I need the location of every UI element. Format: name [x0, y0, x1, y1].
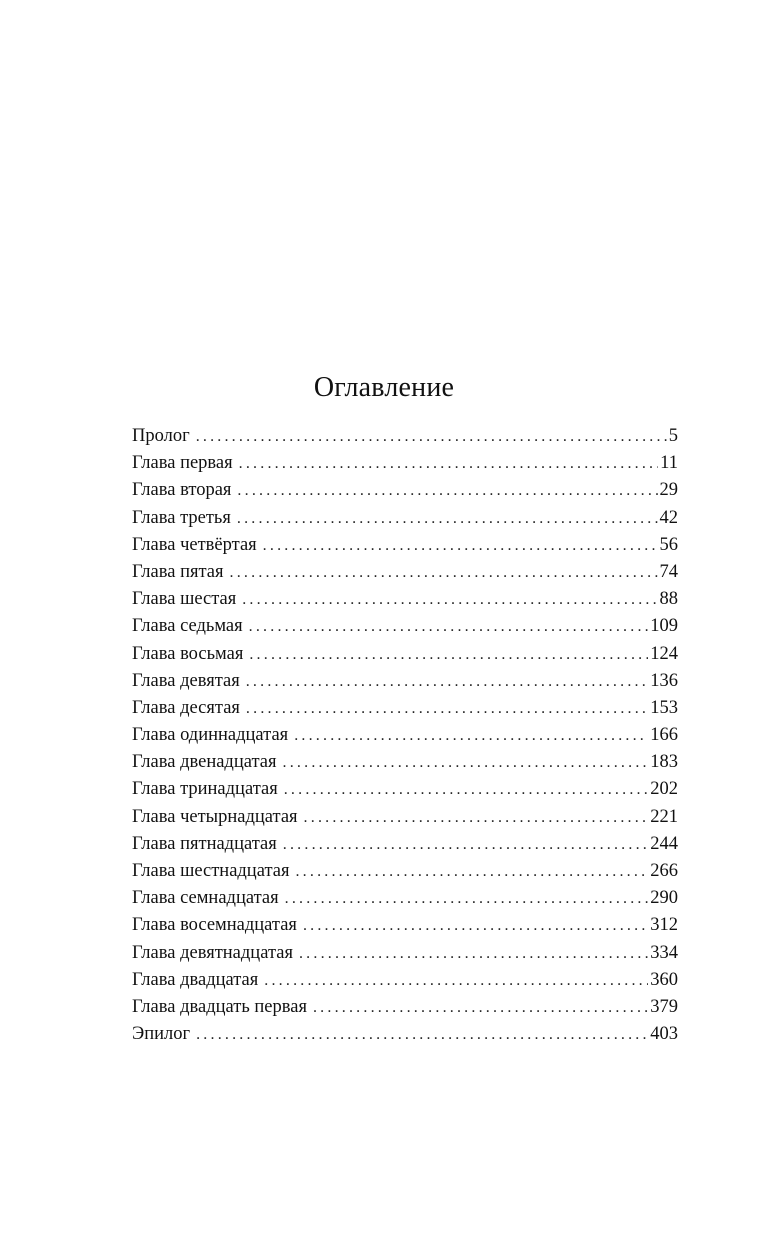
toc-entry-label: Глава девятнадцатая: [132, 942, 293, 963]
toc-entry-page-number: 379: [650, 996, 678, 1017]
dot-leader: [285, 885, 649, 912]
toc-entry-label: Глава четырнадцатая: [132, 806, 298, 827]
toc-entry-label: Глава десятая: [132, 697, 240, 718]
toc-entry-page-number: 109: [650, 616, 678, 637]
toc-entry-page-number: 56: [659, 534, 678, 555]
dot-leader: [249, 641, 648, 668]
dot-leader: [249, 613, 649, 640]
toc-entry-label: Пролог: [132, 426, 190, 446]
toc-entry-page-number: 42: [659, 507, 678, 528]
table-of-contents: [132, 423, 678, 1048]
toc-entry: [132, 967, 678, 994]
toc-entry: [132, 641, 678, 668]
toc-entry-label: Глава пятнадцатая: [132, 833, 277, 854]
toc-entry: [132, 831, 678, 858]
toc-entry-page-number: 88: [659, 589, 678, 610]
toc-entry-page-number: 202: [650, 779, 678, 800]
toc-entry-label: Глава пятая: [132, 561, 224, 582]
toc-entry-label: Глава восьмая: [132, 643, 244, 664]
toc-entry-label: Глава девятая: [132, 670, 240, 691]
toc-entry-page-number: 11: [660, 453, 678, 474]
toc-entry-page-number: 74: [659, 561, 678, 582]
toc-entry-page-number: 221: [650, 806, 678, 827]
toc-entry: [132, 940, 678, 967]
toc-entry: [132, 1021, 678, 1048]
dot-leader: [246, 668, 649, 695]
toc-entry-label: Глава седьмая: [132, 616, 243, 637]
toc-entry-label: Глава тринадцатая: [132, 779, 278, 800]
toc-entry-label: Глава первая: [132, 453, 233, 474]
toc-entry-page-number: 124: [650, 643, 678, 664]
dot-leader: [242, 586, 657, 613]
toc-entry-page-number: 266: [650, 861, 678, 881]
toc-entry: [132, 804, 678, 831]
toc-entry-page-number: 334: [650, 942, 678, 963]
dot-leader: [304, 804, 649, 831]
dot-leader: [263, 532, 658, 559]
toc-entry: [132, 749, 678, 776]
dot-leader: [313, 994, 648, 1021]
dot-leader: [299, 940, 648, 967]
toc-entry-label: Глава третья: [132, 507, 231, 528]
toc-entry-page-number: 183: [650, 752, 678, 773]
toc-entry-page-number: 403: [650, 1024, 678, 1045]
dot-leader: [196, 1021, 648, 1048]
toc-entry: [132, 613, 678, 640]
dot-leader: [246, 695, 648, 722]
toc-entry-page-number: 136: [650, 670, 678, 691]
toc-entry: [132, 776, 678, 803]
toc-entry: [132, 505, 678, 532]
toc-entry: [132, 695, 678, 722]
dot-leader: [196, 423, 667, 450]
toc-entry: [132, 477, 678, 504]
page-title: Оглавление: [313, 372, 455, 403]
toc-entry: [132, 885, 678, 912]
toc-entry-label: Глава одиннадцатая: [132, 725, 289, 746]
dot-leader: [239, 450, 659, 477]
dot-leader: [264, 967, 648, 994]
toc-entry: [132, 532, 678, 559]
toc-entry: [132, 668, 678, 695]
dot-leader: [303, 912, 648, 939]
toc-entry-label: Глава семнадцатая: [132, 888, 279, 909]
toc-entry-label: Глава четвёртая: [132, 534, 257, 555]
toc-entry: [132, 912, 678, 939]
dot-leader: [294, 722, 648, 749]
toc-entry-label: Глава восемнадцатая: [132, 915, 297, 936]
toc-entry-label: Глава двадцатая: [132, 969, 259, 990]
toc-entry-page-number: 29: [659, 480, 678, 501]
toc-entry: [132, 722, 678, 749]
toc-entry-page-number: 5: [668, 426, 678, 446]
toc-entry-page-number: 153: [650, 697, 678, 718]
toc-entry-label: Глава двадцать первая: [132, 996, 307, 1017]
dot-leader: [295, 858, 648, 885]
dot-leader: [237, 477, 657, 504]
toc-entry-label: Глава двенадцатая: [132, 752, 277, 773]
toc-entry: [132, 559, 678, 586]
toc-entry-label: Глава шестнадцатая: [132, 861, 290, 881]
toc-entry-page-number: 312: [650, 915, 678, 936]
toc-entry: [132, 858, 678, 885]
toc-entry-label: Эпилог: [132, 1024, 191, 1045]
toc-entry-page-number: 360: [650, 969, 678, 990]
toc-entry: [132, 994, 678, 1021]
toc-entry: [132, 586, 678, 613]
dot-leader: [283, 831, 648, 858]
toc-entry-page-number: 244: [650, 833, 678, 854]
toc-entry-page-number: 166: [650, 725, 678, 746]
toc-entry: [132, 450, 678, 477]
toc-entry-page-number: 290: [650, 888, 678, 909]
dot-leader: [284, 776, 649, 803]
dot-leader: [283, 749, 649, 776]
toc-entry-label: Глава вторая: [132, 480, 232, 501]
dot-leader: [230, 559, 658, 586]
dot-leader: [237, 505, 658, 532]
toc-entry: [132, 423, 678, 450]
toc-entry-label: Глава шестая: [132, 589, 237, 610]
